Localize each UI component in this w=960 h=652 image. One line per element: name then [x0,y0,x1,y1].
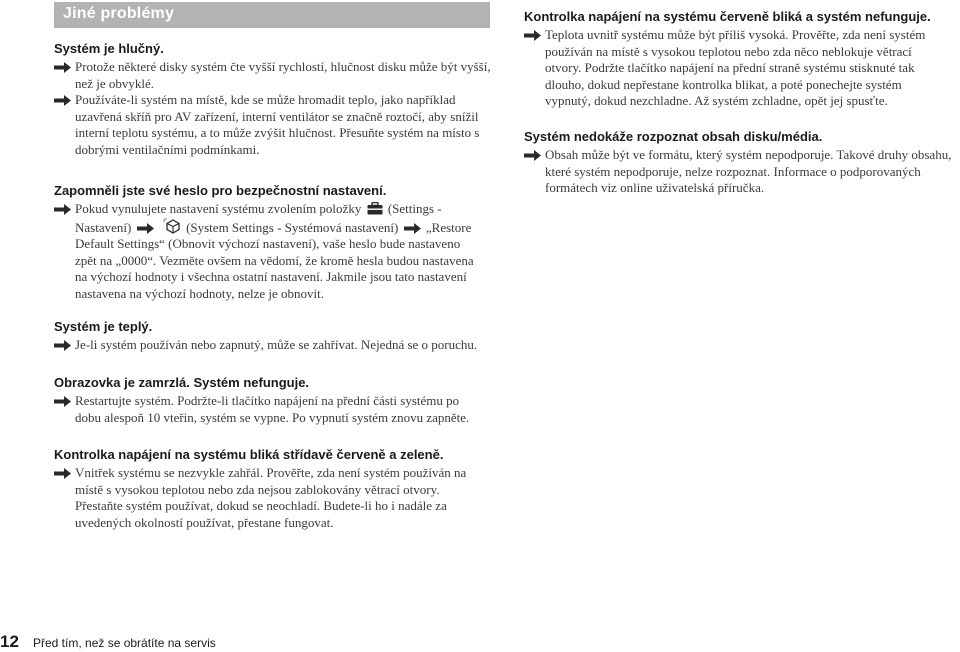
arrow-right-icon [404,223,421,234]
list-item [54,92,494,158]
toolbox-icon [367,202,383,215]
arrow-right-icon [54,95,71,106]
arrow-right-icon [137,223,154,234]
issue-heading: Systém nedokáže rozpoznat obsah disku/média. [524,129,823,144]
list-item [54,337,494,354]
issue-noisy [54,40,494,159]
arrow-right-icon [54,468,71,479]
page-number: 12 [0,632,19,651]
item-text: Je-li systém používán nebo zapnutý, může se zahřívat. Nejedná se o poruchu. [75,337,478,352]
item-text: Teplota uvnitř systému může být příliš vysoká. Prověřte, zda není systém používán na místě s vysokou teplotou nebo zda něco neblokuje větrací otvory. Podržte tlačítko napájení na přední straně systému stisknuté tak dlouho, dokud nepřestane kontrolka blikat, a poté ponechejte systém vypnutý, dokud nezchladne. Až systém zchladne, opět jej spusťte. [545,27,926,109]
section-title: Jiné problémy [63,5,175,22]
item-text: Obsah může být ve formátu, který systém nepodporuje. Takové druhy obsahu, které systém nepodporuje, nelze rozpoznat. Informace o podporovaných formátech viz online uživatelská příručka. [545,147,952,196]
item-text: (Settings - Nastavení) [75,201,442,235]
arrow-right-icon [54,204,71,215]
issue-frozen [54,374,479,426]
issue-disc [524,128,956,197]
issue-password [54,182,474,303]
list-item [524,147,956,197]
arrow-right-icon [524,30,541,41]
item-text: Používáte-li systém na místě, kde se může hromadit teplo, jako například uzavřená skříň pro AV zařízení, interní ventilátor se značně roztočí, aby snížil interní teplotu systému, a to může zvýšit hlučnost. Přesuňte systém na místo s dobrými ventilačními podmínkami. [75,92,480,157]
item-text: „Restore Default Settings“ (Obnovit výchozí nastavení), vaše heslo bude nastaveno zpět na „0000“. Vezměte ovšem na vědomí, že kromě hesla budou nastavena na výchozí hodnoty i všechna ostatní nastavení. Jakmile jsou tato nastavení nastavena na výchozí hodnoty, nelze je obnovit. [75,219,474,301]
arrow-right-icon [54,396,71,407]
item-text: Vnitřek systému se nezvykle zahřál. Prověřte, zda není systém používán na místě s vysokou teplotou nebo zda nejsou zablokovány větrací otvory. Přestaňte systém používat, dokud se neochladí. Budete-li ho i nadále za uvedených okolností používat, přestane fungovat. [75,465,467,530]
issue-warm [54,318,494,354]
list-item [524,27,950,110]
list-item [54,465,474,531]
list-item [54,59,494,92]
issue-heading: Kontrolka napájení na systému bliká střídavě červeně a zeleně. [54,447,444,462]
issue-alternating-blink [54,446,474,531]
arrow-right-icon [54,340,71,351]
list-item [54,201,474,303]
issue-heading: Systém je teplý. [54,319,153,334]
issue-heading: Obrazovka je zamrzlá. Systém nefunguje. [54,375,310,390]
list-item [54,393,479,426]
item-text: (System Settings - Systémová nastavení) [186,219,399,235]
section-title-bar [54,2,490,28]
arrow-right-icon [54,62,71,73]
issue-heading: Systém je hlučný. [54,41,164,56]
issue-red-blink [524,8,954,110]
item-text: Protože některé disky systém čte vyšší rychlostí, hlučnost disku může být vyšší, než je obvyklé. [75,59,491,91]
item-text: Pokud vynulujete nastavení systému zvolením položky [75,201,362,216]
system-settings-icon [161,218,181,234]
footer-title: Před tím, než se obrátíte na servis [33,636,216,650]
issue-heading: Kontrolka napájení na systému červeně bliká a systém nefunguje. [524,9,931,24]
issue-heading: Zapomněli jste své heslo pro bezpečnostní nastavení. [54,183,387,198]
item-text: Restartujte systém. Podržte-li tlačítko napájení na přední části systému po dobu alespoň 10 vteřin, systém se vypne. Po vypnutí systém znovu zapněte. [75,393,470,425]
arrow-right-icon [524,150,541,161]
